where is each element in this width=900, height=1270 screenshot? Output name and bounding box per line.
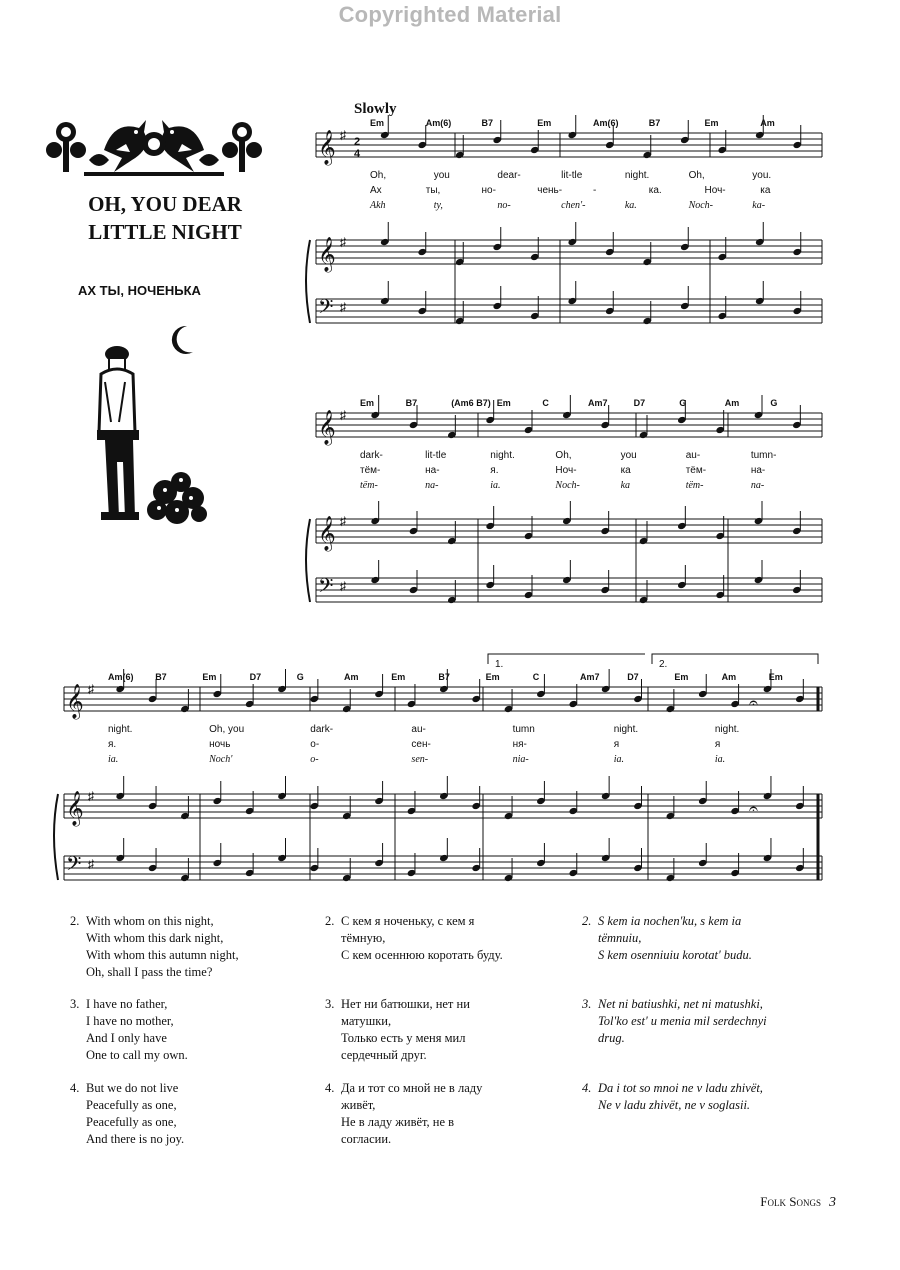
verse-number: 4. <box>325 1081 335 1095</box>
lyric-transliteration: no- <box>497 200 511 211</box>
verse-line: But we do not live <box>86 1081 179 1095</box>
first-ending-label: 1. <box>495 659 504 670</box>
lyric-transliteration: ia. <box>490 480 501 491</box>
lyric-russian: ня- <box>512 739 527 750</box>
key-signature-sharp: ♯ <box>340 235 346 249</box>
verse-line: Peacefully as one, <box>86 1115 177 1129</box>
treble-clef-icon: 𝄞 <box>318 131 336 164</box>
time-signature: 4 <box>354 148 361 160</box>
chord-symbol: Em <box>674 672 689 682</box>
russian-title: АХ ТЫ, НОЧЕНЬКА <box>78 283 201 298</box>
fermata-icon: 𝄐 <box>749 801 758 818</box>
lyric-russian: чень- <box>537 185 563 196</box>
verse-number: 3. <box>582 997 592 1011</box>
lyric-english: tumn- <box>750 450 777 461</box>
treble-clef-icon: 𝄞 <box>318 517 336 550</box>
lyric-russian: ка <box>620 465 631 476</box>
verse-line: Net ni batiushki, net ni matushki, <box>598 997 763 1011</box>
lyric-russian: ка <box>760 185 771 196</box>
bass-clef-icon: 𝄢 <box>318 296 334 323</box>
copyright-watermark: Copyrighted Material <box>338 2 562 27</box>
verse-number: 2. <box>70 914 80 928</box>
lyric-english: au- <box>411 724 426 735</box>
chord-symbol: D7 <box>627 672 639 682</box>
key-signature-sharp: ♯ <box>340 128 346 142</box>
key-signature-sharp: ♯ <box>88 857 94 871</box>
verse-number: 2. <box>582 914 592 928</box>
lyric-english: night. <box>624 170 650 181</box>
lyric-russian: о- <box>310 739 320 750</box>
lyric-russian: тём- <box>685 465 707 476</box>
verse-line: I have no mother, <box>86 1014 174 1028</box>
lyric-transliteration: tëm- <box>685 480 704 491</box>
verse-line: tëmnuiu, <box>598 931 642 945</box>
lyric-russian: тём- <box>360 465 381 476</box>
lyric-russian: Ах <box>370 185 382 196</box>
lyric-english: Oh, you <box>209 724 245 735</box>
page-number: 3 <box>829 1195 836 1210</box>
key-signature-sharp: ♯ <box>88 682 94 696</box>
lyric-russian: на- <box>425 465 440 476</box>
second-ending-label: 2. <box>659 659 668 670</box>
key-signature-sharp: ♯ <box>340 579 346 593</box>
lyric-transliteration: tëm- <box>360 480 378 491</box>
chord-symbol: Em <box>202 672 217 682</box>
time-signature: 2 <box>354 136 361 148</box>
chord-symbol: G <box>679 398 687 408</box>
fermata-icon: 𝄐 <box>749 695 758 712</box>
chord-symbol: (Am6 B7) <box>451 398 491 408</box>
lyric-transliteration: ka. <box>624 200 637 211</box>
lyric-transliteration: Noch- <box>555 480 580 491</box>
verse-line: Нет ни батюшки, нет ни <box>341 997 470 1011</box>
treble-clef-icon: 𝄞 <box>66 792 84 825</box>
lyric-russian: Ноч- <box>704 185 726 196</box>
verse-line: Oh, shall I pass the time? <box>86 965 213 979</box>
chord-symbol: B7 <box>405 398 418 408</box>
chord-symbol: Em <box>485 672 500 682</box>
lyric-english: dark- <box>360 450 383 461</box>
verse-line: With whom this autumn night, <box>86 948 239 962</box>
chord-symbol: Am(6) <box>593 118 619 128</box>
lyric-russian: но- <box>481 185 496 196</box>
chord-symbol: C <box>532 672 540 682</box>
lyric-english: night. <box>108 724 133 735</box>
chord-symbol: Am <box>724 398 740 408</box>
lyric-english: Oh, <box>555 450 572 461</box>
verse-line: With whom on this night, <box>86 914 214 928</box>
verse-line: сердечный друг. <box>341 1048 427 1062</box>
verse-line: Ne v ladu zhivët, ne v soglasii. <box>598 1098 751 1112</box>
chord-symbol: B7 <box>648 118 661 128</box>
lyric-transliteration: nia- <box>512 754 529 765</box>
chord-symbol: Am(6) <box>108 672 134 682</box>
lyric-russian: сен- <box>411 739 431 750</box>
chord-symbol: G <box>296 672 304 682</box>
chord-symbol: Am7 <box>588 398 608 408</box>
treble-clef-icon: 𝄞 <box>318 411 336 444</box>
verse-line: S kem osenniuiu korotat' budu. <box>598 948 752 962</box>
lyric-transliteration: chen'- <box>561 200 586 211</box>
lyric-russian: ты, <box>425 185 441 196</box>
chord-symbol: D7 <box>633 398 646 408</box>
verse-number: 3. <box>325 997 335 1011</box>
chord-symbol: Am7 <box>580 672 600 682</box>
bass-clef-icon: 𝄢 <box>318 575 334 602</box>
chord-symbol: Am <box>760 118 775 128</box>
verse-line: And there is no joy. <box>86 1132 185 1146</box>
title-line-2: LITTLE NIGHT <box>88 220 242 244</box>
verse-line: S kem ia nochen'ku, s kem ia <box>598 914 742 928</box>
lyric-russian: я. <box>108 739 117 750</box>
verse-line: Не в ладу живёт, не в <box>341 1115 455 1129</box>
chord-symbol: Em <box>360 398 375 408</box>
key-signature-sharp: ♯ <box>340 300 346 314</box>
verse-line: С кем осеннюю коротать буду. <box>341 948 503 962</box>
verse-line: With whom this dark night, <box>86 931 224 945</box>
lyric-transliteration: Akh <box>370 200 386 211</box>
lyric-english: au- <box>685 450 701 461</box>
lyric-transliteration: ka <box>620 480 631 491</box>
verse-line: drug. <box>598 1031 625 1045</box>
verse-number: 3. <box>70 997 80 1011</box>
verse-line: Peacefully as one, <box>86 1098 177 1112</box>
footer-section: Folk Songs <box>760 1194 821 1209</box>
verse-line: One to call my own. <box>86 1048 188 1062</box>
lyric-transliteration: na- <box>425 480 439 491</box>
chord-symbol: Am(6) <box>425 118 452 128</box>
key-signature-sharp: ♯ <box>88 789 94 803</box>
lyric-english: Oh, <box>370 170 387 181</box>
chord-symbol: Em <box>704 118 719 128</box>
verse-number: 4. <box>70 1081 80 1095</box>
lyric-transliteration: sen- <box>411 754 429 765</box>
chord-symbol: D7 <box>249 672 262 682</box>
verse-line: Только есть у меня мил <box>341 1031 466 1045</box>
chord-symbol: Em <box>496 398 511 408</box>
verse-line: Da i tot so mnoi ne v ladu zhivët, <box>598 1081 763 1095</box>
chord-symbol: B7 <box>155 672 167 682</box>
lyric-english: you <box>433 170 450 181</box>
chord-symbol: C <box>542 398 549 408</box>
chord-symbol: B7 <box>481 118 494 128</box>
key-signature-sharp: ♯ <box>340 408 346 422</box>
lyric-english: you. <box>752 170 772 181</box>
lyric-transliteration: ia. <box>714 754 726 765</box>
lyric-transliteration: ka- <box>752 200 766 211</box>
lyric-russian: - <box>593 185 597 196</box>
verse-line: And I only have <box>86 1031 167 1045</box>
chord-symbol: G <box>770 398 778 408</box>
lyric-russian: Ноч- <box>555 465 577 476</box>
lyric-english: night. <box>490 450 515 461</box>
lyric-russian: я <box>613 739 620 750</box>
lyric-russian: я <box>714 739 721 750</box>
chord-symbol: Am <box>721 672 737 682</box>
lyric-english: dark- <box>310 724 334 735</box>
lyric-russian: ночь <box>209 739 231 750</box>
lyric-transliteration: Noch' <box>209 754 233 765</box>
lyric-english: you <box>620 450 637 461</box>
lyric-transliteration: Noch- <box>688 200 714 211</box>
treble-clef-icon: 𝄞 <box>66 685 84 718</box>
lyric-transliteration: o- <box>310 754 319 765</box>
verse-line: согласии. <box>341 1132 392 1146</box>
verse-line: матушки, <box>341 1014 392 1028</box>
chord-symbol: B7 <box>438 672 450 682</box>
chord-symbol: Em <box>370 118 385 128</box>
lyric-transliteration: ty, <box>433 200 443 211</box>
verse-line: I have no father, <box>86 997 168 1011</box>
chord-symbol: Em <box>391 672 406 682</box>
treble-clef-icon: 𝄞 <box>318 238 336 271</box>
chord-symbol: Em <box>768 672 783 682</box>
lyric-russian: на- <box>750 465 766 476</box>
lyric-transliteration: ia. <box>108 754 119 765</box>
title-line-1: OH, YOU DEAR <box>88 192 242 216</box>
verse-number: 2. <box>325 914 335 928</box>
verse-line: тёмную, <box>341 931 386 945</box>
chord-symbol: Em <box>537 118 552 128</box>
verse-line: С кем я ноченьку, с кем я <box>341 914 475 928</box>
verse-line: Да и тот со мной не в ладу <box>341 1081 483 1095</box>
lyric-russian: ка. <box>648 185 662 196</box>
key-signature-sharp: ♯ <box>340 514 346 528</box>
lyric-english: tumn <box>512 724 535 735</box>
lyric-transliteration: ia. <box>613 754 624 765</box>
tempo-marking: Slowly <box>354 101 397 117</box>
lyric-russian: я. <box>490 465 499 476</box>
verse-line: живёт, <box>341 1098 376 1112</box>
lyric-english: dear- <box>497 170 521 181</box>
lyric-english: night. <box>613 724 639 735</box>
lyric-transliteration: na- <box>750 480 765 491</box>
lyric-english: lit-tle <box>561 170 583 181</box>
bass-clef-icon: 𝄢 <box>66 853 82 880</box>
lyric-english: lit-tle <box>425 450 447 461</box>
page-footer <box>760 1194 836 1211</box>
lyric-english: Oh, <box>688 170 705 181</box>
chord-symbol: Am <box>344 672 359 682</box>
verse-number: 4. <box>582 1081 592 1095</box>
verse-line: Tol'ko est' u menia mil serdechnyi <box>598 1014 767 1028</box>
lyric-english: night. <box>714 724 740 735</box>
